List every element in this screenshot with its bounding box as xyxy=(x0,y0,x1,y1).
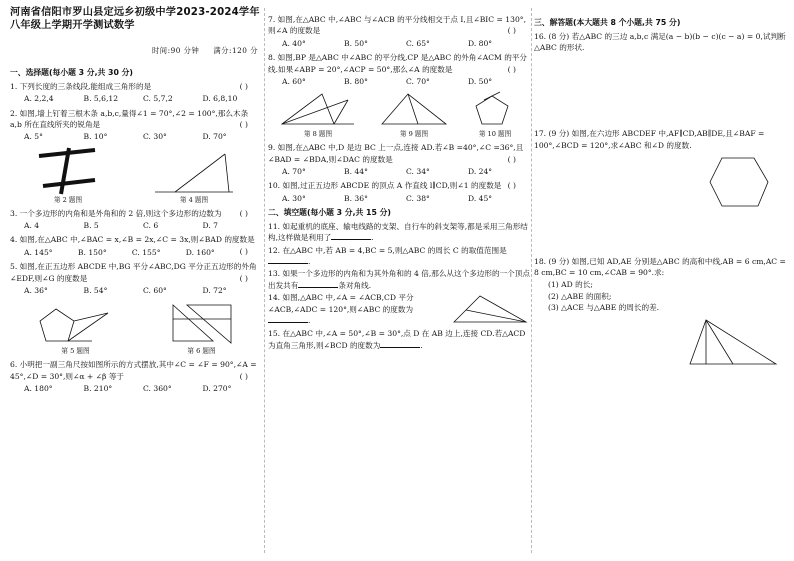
question-7: 7. 如图,在△ABC 中,∠ABC 与∠ACB 的平分线相交于点 I,且∠BIC = 130°,则∠A 的度数是 ( ) xyxy=(268,15,526,36)
answer-blank[interactable] xyxy=(380,347,420,348)
question-8: 8. 如图,BP 是△ABC 中∠ABC 的平分线,CP 是△ABC 的外角∠ACM 的平分线.如果∠ABP = 20°,∠ACP = 50°,那么∠A 的度数是 ( ) xyxy=(268,53,528,74)
figure-row xyxy=(10,299,262,357)
options: A. 40° B. 50° C. 65° D. 80° xyxy=(282,38,493,48)
sub-question: (2) △ABE 的面积; xyxy=(548,291,612,301)
figure-q6: 第 6 题图 xyxy=(167,299,237,357)
page-title: 河南省信阳市罗山县定远乡初级中学2023-2024学年八年级上学期开学测试数学 xyxy=(10,7,260,32)
question-6: 6. 小明把一副三角尺按如图所示的方式摆放,其中∠C = ∠F = 90°,∠A = 45°,∠D = 30°,则∠α + ∠β 等于 ( ) xyxy=(10,360,257,381)
question-14-row xyxy=(268,292,530,328)
figure-q2: 第 2 题图 xyxy=(35,146,101,206)
column-divider xyxy=(264,8,265,553)
exam-time: 时间:90 分钟 xyxy=(152,46,200,56)
question-11: 11. 如起重机的底座、输电线路的支架、自行车的斜支架等,都是采用三角形结构,这样做是利用了 . xyxy=(268,221,528,243)
figure-row xyxy=(10,146,262,206)
question-15: 15. 在△ABC 中,∠A = 50°,∠B = 30°,点 D 在 AB 边上,连接 CD.若△ACD 为直角三角形,则∠BCD 的度数为 . xyxy=(268,329,526,350)
options: A. 2,2,4 B. 5,6,12 C. 5,7,2 D. 6,8,10 xyxy=(24,94,238,104)
figure-q10: 第 10 题图 xyxy=(470,90,520,140)
options: A. 180° B. 210° C. 360° D. 270° xyxy=(24,383,232,393)
answer-space[interactable] xyxy=(534,54,786,128)
column-divider xyxy=(531,8,532,553)
question-18: 18. (9 分) 如图,已知 AD,AE 分别是△ABC 的高和中线,AB = 6 cm,AC = 8 cm,BC = 10 cm,∠CAB = 90°.求: xyxy=(534,256,786,278)
sub-question: (1) AD 的长; xyxy=(548,280,593,290)
question-1: 1. 下列长度的三条线段,能组成三角形的是 ( ) xyxy=(10,81,248,91)
question-12: 12. 在△ABC 中,若 AB = 4,BC = 5,则△ABC 的周长 C 的取值范围是. xyxy=(268,245,507,267)
answer-blank[interactable] xyxy=(268,263,308,264)
column-1 xyxy=(10,0,262,397)
figure-q9: 第 9 题图 xyxy=(378,90,450,140)
figure-q14 xyxy=(450,292,530,328)
question-10: 10. 如图,过正五边形 ABCDE 的顶点 A 作直线 l∥CD,则∠1 的度数是 ( ) xyxy=(268,181,516,191)
exam-score: 满分:120 分 xyxy=(213,46,258,56)
column-2 xyxy=(268,14,530,352)
section-heading: 二、填空题(每小题 3 分,共 15 分) xyxy=(268,208,391,218)
answer-blank[interactable] xyxy=(331,239,371,240)
figure-row xyxy=(268,90,530,140)
question-2: 2. 如图,墙上钉着三根木条 a,b,c,量得∠1 = 70°,∠2 = 100°,那么木条 a,b 所在直线所夹的锐角是 ( ) xyxy=(10,108,249,129)
question-14: 14. 如图,△ABC 中,∠A = ∠ACB,CD 平分∠ACB,∠ADC = 120°,则∠ABC 的度数为. xyxy=(268,293,414,325)
options: A. 30° B. 36° C. 38° D. 45° xyxy=(282,193,493,203)
options: A. 60° B. 80° C. 70° D. 50° xyxy=(282,76,493,86)
answer-space[interactable] xyxy=(534,216,786,256)
options: A. 70° B. 44° C. 34° D. 24° xyxy=(282,167,493,177)
options: A. 4 B. 5 C. 6 D. 7 xyxy=(24,220,218,230)
figure-q18 xyxy=(684,314,784,374)
section-heading: 一、选择题(每小题 3 分,共 30 分) xyxy=(10,68,133,78)
figure-q8: 第 8 题图 xyxy=(278,90,358,140)
question-4: 4. 如图,在△ABC 中,∠BAC = x,∠B = 2x,∠C = 3x,则∠BAD 的度数是 ( ) xyxy=(10,235,255,256)
options: A. 5° B. 10° C. 30° D. 70° xyxy=(24,132,227,142)
figure-q4: 第 4 题图 xyxy=(151,146,237,206)
figure-q17 xyxy=(704,152,774,212)
options: A. 36° B. 54° C. 60° D. 72° xyxy=(24,285,227,295)
question-5: 5. 如图,在正五边形 ABCDE 中,BG 平分∠ABC,DG 平分正五边形的外角∠EDF,则∠G 的度数是 ( ) xyxy=(10,262,257,283)
answer-blank[interactable] xyxy=(298,287,338,288)
question-3: 3. 一个多边形的内角和是外角和的 2 倍,则这个多边形的边数为 ( ) xyxy=(10,208,248,218)
sub-question: (3) △ACE 与△ABE 的周长的差. xyxy=(548,303,660,313)
question-16: 16. (8 分) 若△ABC 的三边 a,b,c 满足(a − b)(b − c)(c − a) = 0,试判断△ABC 的形状. xyxy=(534,31,786,53)
question-9: 9. 如图,在△ABC 中,D 是边 BC 上一点,连接 AD.若∠B =40°,∠C =36°,且∠BAD = ∠BDA,则∠DAC 的度数是 ( ) xyxy=(268,143,524,164)
section-heading: 三、解答题(本大题共 8 个小题,共 75 分) xyxy=(534,18,681,27)
exam-meta xyxy=(10,46,258,57)
question-17: 17. (9 分) 如图,在六边形 ABCDEF 中,AF∥CD,AB∥DE,且∠BAF = 100°,∠BCD = 120°,求∠ABC 和∠D 的度数. xyxy=(534,129,765,150)
answer-blank[interactable] xyxy=(268,322,308,323)
question-13: 13. 如果一个多边形的内角和为其外角和的 4 倍,那么从这个多边形的一个顶点出发共有 条对角线. xyxy=(268,269,530,290)
options: A. 145° B. 150° C. 155° D. 160° xyxy=(24,247,215,257)
column-3 xyxy=(534,14,786,377)
figure-q5: 第 5 题图 xyxy=(36,299,116,357)
